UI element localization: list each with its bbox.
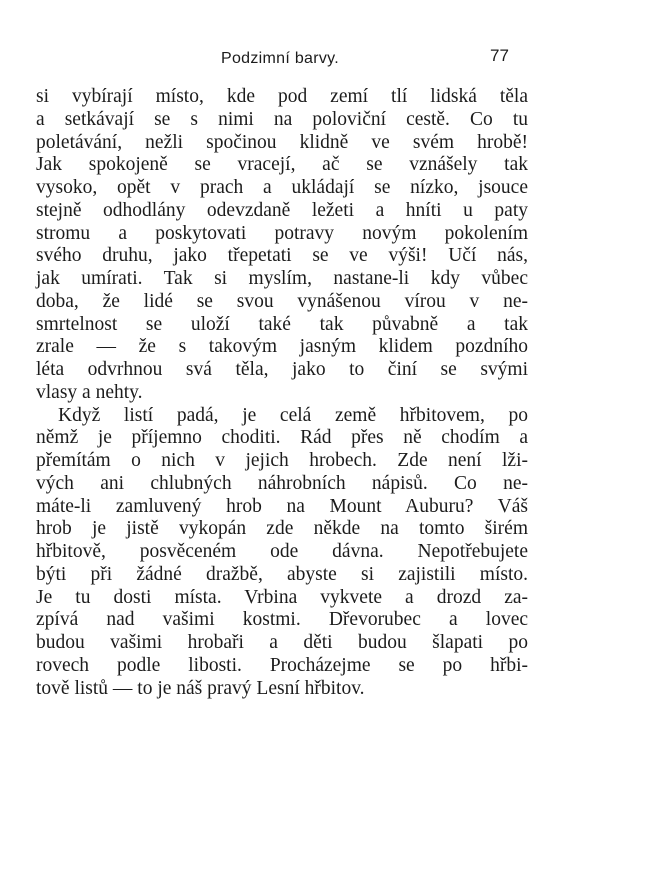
text-line: stejně odhodlány odevzdaně ležeti a hníti u paty — [36, 199, 528, 221]
text-line: jak umírati. Tak si myslím, nastane-li kdy vůbec — [36, 268, 528, 289]
text-line: budou vašimi hrobaři a děti budou šlapati po — [36, 632, 528, 653]
body-text — [36, 86, 528, 700]
text-line: vysoko, opět v prach a ukládají se nízko, jsouce — [36, 177, 528, 198]
text-line: býti při žádné dražbě, abyste si zajistili místo. — [36, 563, 528, 585]
text-line: Je tu dosti místa. Vrbina vykvete a drozd za- — [36, 586, 528, 608]
text-line: hrob je jistě vykopán zde někde na tomto širém — [36, 518, 528, 540]
text-line: stromu a poskytovati potravy novým pokolením — [36, 222, 528, 244]
running-title: Podzimní barvy. — [220, 50, 340, 67]
text-line: přemítám o nich v jejich hrobech. Zde není lži- — [36, 450, 528, 471]
text-line: si vybírají místo, kde pod zemí tlí lidská těla — [36, 86, 528, 107]
text-line: doba, že lidé se svou vynášenou vírou v ne- — [36, 290, 528, 312]
text-line: svého druhu, jako třepetati se ve výši! Učí nás, — [36, 245, 528, 267]
text-line: rovech podle libosti. Procházejme se po hřbi- — [36, 654, 528, 676]
text-line: Jak spokojeně se vracejí, ač se vznášely tak — [36, 154, 528, 176]
text-line-paragraph-end: tově listů — to je náš pravý Lesní hřbitov. — [36, 677, 365, 699]
text-line: a setkávají se s nimi na poloviční cestě. Co tu — [36, 108, 528, 130]
text-line: zpívá nad vašimi kostmi. Dřevorubec a lovec — [36, 609, 528, 631]
text-line: máte-li zamluvený hrob na Mount Auburu? Váš — [36, 495, 528, 517]
text-line: vých ani chlubných náhrobních nápisů. Co ne- — [36, 472, 528, 494]
text-line: hřbitově, posvěceném ode dávna. Nepotřebujete — [36, 541, 528, 562]
text-line-paragraph-start: Když listí padá, je celá země hřbitovem, po — [58, 404, 528, 426]
page-number: 77 — [490, 46, 509, 65]
text-line: poletávání, nežli spočinou klidně ve svém hrobě! — [36, 131, 528, 153]
text-line: zrale — že s takovým jasným klidem pozdního — [36, 336, 528, 358]
text-line: němž je příjemno choditi. Rád přes ně chodím a — [36, 427, 528, 449]
text-line: léta odvrhnou svá těla, jako to činí se svými — [36, 359, 528, 380]
text-line: smrtelnost se uloží také tak půvabně a tak — [36, 313, 528, 335]
text-line-paragraph-end: vlasy a nehty. — [36, 381, 143, 403]
